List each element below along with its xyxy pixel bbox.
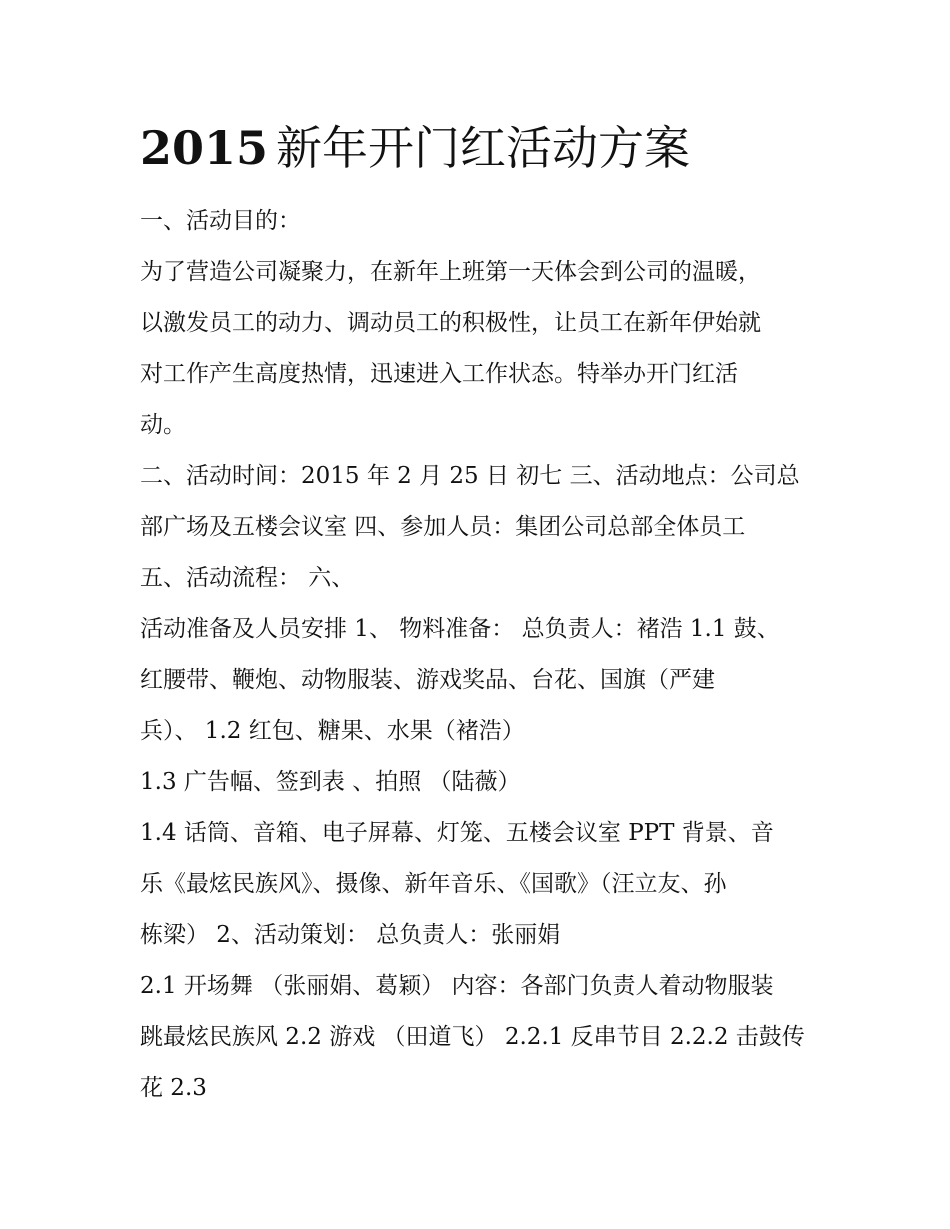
text-line: 红腰带、鞭炮、动物服装、游戏奖品、台花、国旗（严建 bbox=[140, 667, 715, 693]
text-line: 二、活动时间：2015 年 2 月 25 日 初七 三、活动地点：公司总 bbox=[140, 463, 800, 489]
text-line: 为了营造公司凝聚力，在新年上班第一天体会到公司的温暖， bbox=[140, 259, 761, 285]
text-line: 1.3 广告幅、签到表 、拍照 （陆薇） bbox=[140, 769, 521, 795]
text-line: 跳最炫民族风 2.2 游戏 （田道飞） 2.2.1 反串节目 2.2.2 击鼓传 bbox=[140, 1024, 805, 1050]
text-line: 兵）、 1.2 红包、糖果、水果（褚浩） bbox=[140, 718, 525, 744]
text-line: 动。 bbox=[140, 412, 186, 438]
title-text: 新年开门红活动方案 bbox=[276, 121, 691, 175]
text-line: 花 2.3 bbox=[140, 1075, 207, 1101]
text-line: 1.4 话筒、音箱、电子屏幕、灯笼、五楼会议室 PPT 背景、音 bbox=[140, 820, 774, 846]
text-line: 乐《最炫民族风》、摄像、新年音乐、《国歌》（汪立友、孙 bbox=[140, 871, 727, 897]
text-line: 活动准备及人员安排 1、 物料准备： 总负责人：褚浩 1.1 鼓、 bbox=[140, 616, 780, 642]
title-year: 2015 bbox=[140, 121, 269, 175]
text-line: 一、活动目的： bbox=[140, 208, 301, 234]
text-line: 五、活动流程： 六、 bbox=[140, 565, 355, 591]
text-line: 2.1 开场舞 （张丽娟、葛颖） 内容：各部门负责人着动物服装 bbox=[140, 973, 774, 999]
text-line: 以激发员工的动力、调动员工的积极性，让员工在新年伊始就 bbox=[140, 310, 761, 336]
text-line: 栋梁） 2、活动策划： 总负责人：张丽娟 bbox=[140, 922, 561, 948]
text-line: 部广场及五楼会议室 四、参加人员：集团公司总部全体员工 bbox=[140, 514, 746, 540]
document-body bbox=[140, 196, 820, 1114]
document-title bbox=[140, 112, 860, 184]
text-line: 对工作产生高度热情，迅速进入工作状态。特举办开门红活 bbox=[140, 361, 738, 387]
